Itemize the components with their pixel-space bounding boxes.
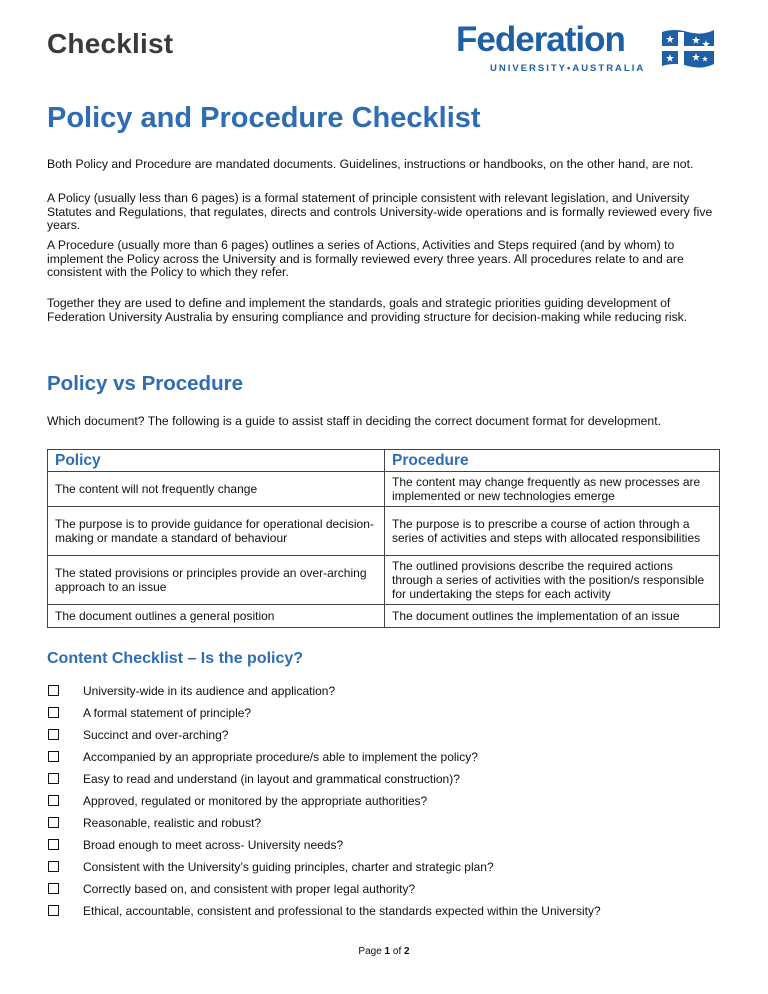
checkbox[interactable] [48, 751, 59, 762]
table-header-row [48, 450, 720, 472]
intro-paragraph: A Policy (usually less than 6 pages) is a formal statement of principle consistent with relevant legislation, and University Statutes and Regulations, that regulates, directs and controls University-wide operations and is formally reviewed every five years. [47, 191, 713, 232]
footer-prefix: Page [358, 946, 385, 957]
checklist-item [47, 816, 727, 838]
checklist-item [47, 882, 727, 904]
checklist-item [47, 706, 727, 728]
checklist-item-label: Approved, regulated or monitored by the appropriate authorities? [83, 794, 428, 808]
section-intro: Which document? The following is a guide to assist staff in deciding the correct document format for development. [47, 414, 661, 428]
checklist-item-label: Ethical, accountable, consistent and professional to the standards expected within the University? [83, 904, 601, 918]
checklist-item-label: University-wide in its audience and application? [83, 684, 336, 698]
document-type-label: Checklist [47, 28, 174, 59]
table-row [48, 556, 720, 605]
table-row [48, 472, 720, 507]
checklist-item [47, 728, 727, 750]
federation-university-logo [456, 20, 716, 76]
current-page-number: 1 [384, 946, 391, 957]
checkbox[interactable] [48, 729, 59, 740]
checklist-item [47, 860, 727, 882]
checklist-item-label: Accompanied by an appropriate procedure/s able to implement the policy? [83, 750, 478, 764]
policy-cell: The content will not frequently change [48, 472, 385, 507]
total-page-number: 2 [404, 946, 410, 957]
logo-subtitle: UNIVERSITY•AUSTRALIA [490, 63, 646, 74]
checkbox[interactable] [48, 861, 59, 872]
policy-cell: The stated provisions or principles provide an over-arching approach to an issue [48, 556, 385, 605]
checkbox[interactable] [48, 817, 59, 828]
page-title: Policy and Procedure Checklist [47, 102, 481, 134]
section-heading-policy-vs-procedure: Policy vs Procedure [47, 372, 243, 395]
procedure-cell: The outlined provisions describe the required actions through a series of activities with the position/s responsible for undertaking the steps for each activity [385, 556, 720, 605]
checklist-item-label: A formal statement of principle? [83, 706, 252, 720]
policy-vs-procedure-table [47, 449, 720, 628]
southern-cross-flag-icon [660, 26, 716, 72]
checklist-item [47, 684, 727, 706]
column-header-policy: Policy [48, 450, 385, 472]
page-number-footer [0, 946, 768, 957]
checklist-item [47, 838, 727, 860]
procedure-cell: The document outlines the implementation of an issue [385, 605, 720, 628]
procedure-cell: The content may change frequently as new processes are implemented or new technologies emerge [385, 472, 720, 507]
policy-cell: The purpose is to provide guidance for operational decision-making or mandate a standard of behaviour [48, 507, 385, 556]
procedure-cell: The purpose is to prescribe a course of action through a series of activities and steps with allocated responsibilities [385, 507, 720, 556]
policy-cell: The document outlines a general position [48, 605, 385, 628]
checkbox[interactable] [48, 839, 59, 850]
column-header-procedure: Procedure [385, 450, 720, 472]
intro-paragraph: Together they are used to define and implement the standards, goals and strategic priorities guiding development of Federation University Australia by ensuring compliance and providing structure for decision-making while reducing risk. [47, 296, 688, 324]
checklist-item [47, 904, 727, 926]
checklist-item [47, 772, 727, 794]
table-row [48, 605, 720, 628]
checklist-item-label: Broad enough to meet across- University needs? [83, 838, 344, 852]
intro-paragraph: A Procedure (usually more than 6 pages) outlines a series of Actions, Activities and Steps required (and by whom) to implement the Policy across the University and is formally reviewed every three years. All procedures relate to and are consistent with the Policy to which they refer. [47, 238, 684, 279]
checkbox[interactable] [48, 773, 59, 784]
checkbox[interactable] [48, 685, 59, 696]
checklist-item [47, 794, 727, 816]
footer-middle: of [390, 946, 405, 957]
table-row [48, 507, 720, 556]
checkbox[interactable] [48, 795, 59, 806]
checklist-item-label: Consistent with the University’s guiding principles, charter and strategic plan? [83, 860, 494, 874]
checkbox[interactable] [48, 905, 59, 916]
content-checklist [47, 684, 727, 926]
content-checklist-heading: Content Checklist – Is the policy? [47, 650, 304, 667]
checklist-item [47, 750, 727, 772]
checklist-item-label: Reasonable, realistic and robust? [83, 816, 262, 830]
checklist-item-label: Succinct and over-arching? [83, 728, 229, 742]
checklist-item-label: Correctly based on, and consistent with proper legal authority? [83, 882, 416, 896]
checkbox[interactable] [48, 707, 59, 718]
intro-paragraph: Both Policy and Procedure are mandated documents. Guidelines, instructions or handbooks, on the other hand, are not. [47, 157, 694, 171]
logo-wordmark: Federation [456, 20, 625, 59]
checklist-item-label: Easy to read and understand (in layout and grammatical construction)? [83, 772, 460, 786]
checkbox[interactable] [48, 883, 59, 894]
